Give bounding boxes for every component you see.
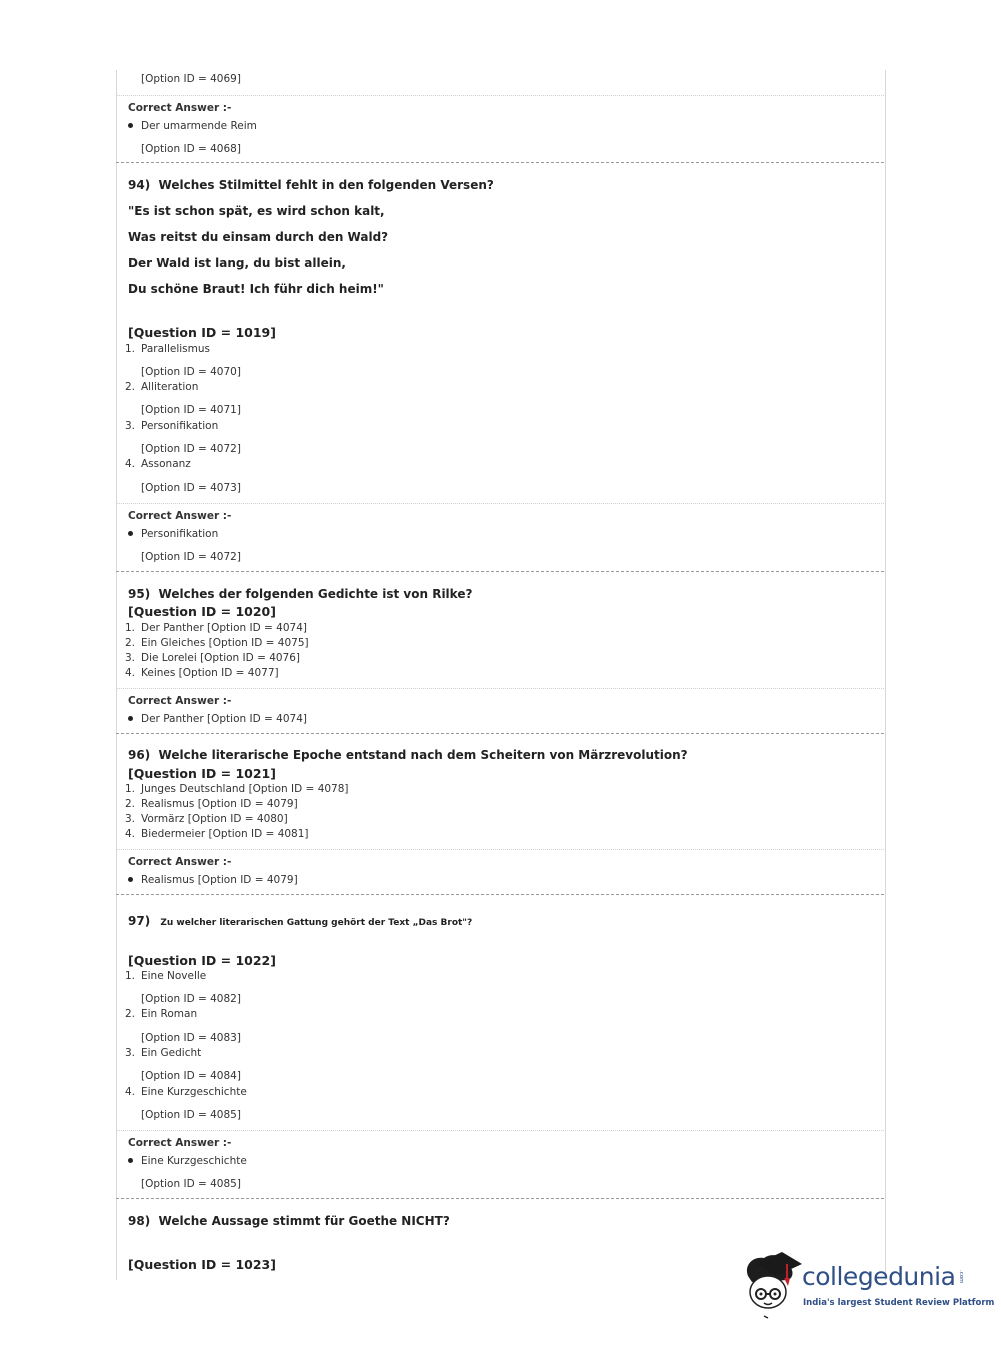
option-item: 4. Assonanz: [125, 458, 191, 470]
divider: [117, 688, 884, 689]
question-id: [Question ID = 1020]: [128, 604, 276, 619]
option-id: [Option ID = 4073]: [141, 482, 241, 494]
correct-answer-label: Correct Answer :-: [128, 510, 232, 522]
correct-answer: Eine Kurzgeschichte: [128, 1155, 247, 1167]
option-item: 4. Keines [Option ID = 4077]: [125, 667, 279, 679]
option-item: 2. Ein Roman: [125, 1008, 198, 1020]
brand-tld: .com: [958, 1270, 964, 1284]
option-id: [Option ID = 4082]: [141, 993, 241, 1005]
divider: [117, 95, 884, 96]
option-id: [Option ID = 4084]: [141, 1070, 241, 1082]
bullet-icon: [128, 1158, 133, 1163]
question-id: [Question ID = 1019]: [128, 325, 276, 340]
bullet-icon: [128, 123, 133, 128]
question-95-text: 95) Welches der folgenden Gedichte ist von Rilke?: [128, 587, 473, 601]
brand-tagline: India's largest Student Review Platform: [803, 1298, 995, 1308]
correct-answer-label: Correct Answer :-: [128, 856, 232, 868]
option-item: 2. Realismus [Option ID = 4079]: [125, 798, 298, 810]
option-item: 4. Biedermeier [Option ID = 4081]: [125, 828, 309, 840]
option-item: 1. Junges Deutschland [Option ID = 4078]: [125, 783, 349, 795]
option-id: [Option ID = 4070]: [141, 366, 241, 378]
option-id: [Option ID = 4072]: [141, 443, 241, 455]
option-item: 2. Alliteration: [125, 381, 199, 393]
option-item: 3. Personifikation: [125, 420, 219, 432]
correct-answer-id: [Option ID = 4068]: [141, 143, 241, 155]
question-id: [Question ID = 1022]: [128, 953, 276, 968]
verse-line: "Es ist schon spät, es wird schon kalt,: [128, 204, 385, 218]
option-id: [Option ID = 4069]: [141, 73, 241, 85]
option-item: 3. Ein Gedicht: [125, 1047, 202, 1059]
option-item: 4. Eine Kurzgeschichte: [125, 1086, 247, 1098]
divider: [117, 503, 884, 504]
correct-answer-label: Correct Answer :-: [128, 695, 232, 707]
verse-line: Der Wald ist lang, du bist allein,: [128, 256, 346, 270]
correct-answer: Personifikation: [128, 528, 218, 540]
question-98-text: 98) Welche Aussage stimmt für Goethe NICHT?: [128, 1214, 450, 1228]
question-94-text: 94) Welches Stilmittel fehlt in den folgenden Versen?: [128, 178, 494, 192]
bullet-icon: [128, 877, 133, 882]
option-id: [Option ID = 4071]: [141, 404, 241, 416]
correct-answer: Der Panther [Option ID = 4074]: [128, 713, 307, 725]
option-item: 2. Ein Gleiches [Option ID = 4075]: [125, 637, 309, 649]
brand-logo: [742, 1250, 995, 1320]
question-separator: [116, 1198, 884, 1199]
correct-answer-id: [Option ID = 4072]: [141, 551, 241, 563]
verse-line: Du schöne Braut! Ich führ dich heim!": [128, 282, 384, 296]
verse-line: Was reitst du einsam durch den Wald?: [128, 230, 389, 244]
option-item: 3. Vormärz [Option ID = 4080]: [125, 813, 288, 825]
option-id: [Option ID = 4083]: [141, 1032, 241, 1044]
correct-answer: Der umarmende Reim: [128, 120, 257, 132]
bullet-icon: [128, 531, 133, 536]
correct-answer-label: Correct Answer :-: [128, 1137, 232, 1149]
divider: [117, 1130, 884, 1131]
option-item: 1. Parallelismus: [125, 343, 210, 355]
correct-answer-label: Correct Answer :-: [128, 102, 232, 114]
divider: [117, 849, 884, 850]
correct-answer-id: [Option ID = 4085]: [141, 1178, 241, 1190]
question-separator: [116, 162, 884, 163]
question-97-text: 97) Zu welcher literarischen Gattung gehört der Text „Das Brot"?: [128, 914, 473, 928]
correct-answer: Realismus [Option ID = 4079]: [128, 874, 298, 886]
question-separator: [116, 571, 884, 572]
bullet-icon: [128, 716, 133, 721]
student-mascot-icon: [742, 1250, 804, 1320]
brand-name: collegedunia: [802, 1262, 956, 1291]
option-id: [Option ID = 4085]: [141, 1109, 241, 1121]
option-item: 1. Der Panther [Option ID = 4074]: [125, 622, 307, 634]
option-item: 1. Eine Novelle: [125, 970, 207, 982]
question-id: [Question ID = 1021]: [128, 766, 276, 781]
question-separator: [116, 894, 884, 895]
option-item: 3. Die Lorelei [Option ID = 4076]: [125, 652, 301, 664]
question-id: [Question ID = 1023]: [128, 1257, 276, 1272]
question-96-text: 96) Welche literarische Epoche entstand nach dem Scheitern von Märzrevolution?: [128, 748, 688, 762]
question-separator: [116, 733, 884, 734]
